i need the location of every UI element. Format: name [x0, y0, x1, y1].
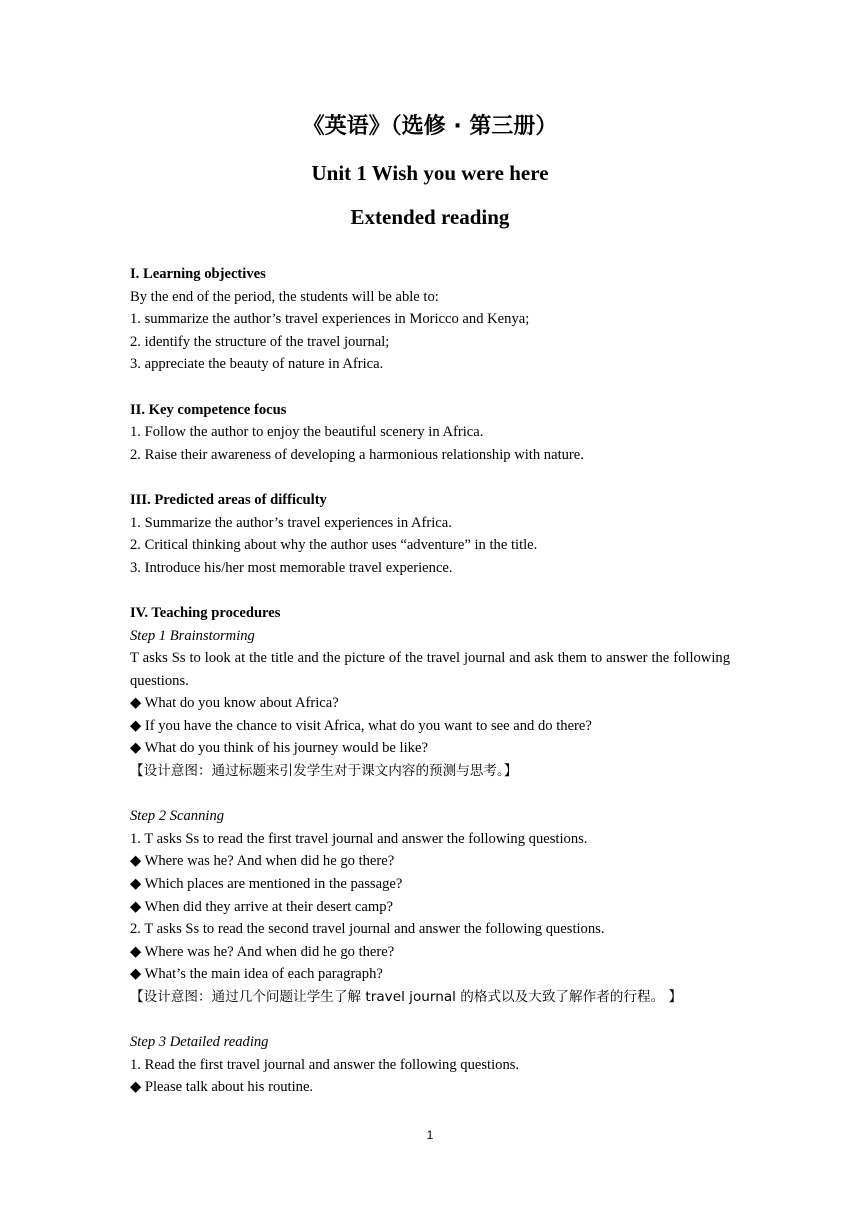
step2-task1: 1. T asks Ss to read the first travel journal and answer the following questions. [130, 830, 588, 847]
document-title-chinese: 《英语》（选修 · 第三册） [302, 114, 558, 139]
question-item: ◆ Which places are mentioned in the passage? [130, 876, 403, 893]
design-intent-note: 【设计意图：通过几个问题让学生了解 travel journal 的格式以及大致了解作者的行程。 】 [130, 989, 683, 1005]
step3-task1: 1. Read the first travel journal and answer the following questions. [130, 1056, 520, 1073]
question-item: ◆ Please talk about his routine. [130, 1079, 314, 1096]
question-item: ◆ Where was he? And when did he go there? [130, 853, 395, 870]
section-heading-teaching-procedures: IV. Teaching procedures [130, 604, 281, 621]
competence-item: 2. Raise their awareness of developing a harmonious relationship with nature. [130, 446, 584, 463]
section-heading-learning-objectives: I. Learning objectives [130, 266, 266, 282]
page-number: 1 [426, 1128, 434, 1142]
step2-task2: 2. T asks Ss to read the second travel journal and answer the following questions. [130, 921, 605, 938]
spacer [130, 466, 730, 489]
section-heading-difficulty: III. Predicted areas of difficulty [130, 491, 327, 508]
spacer [130, 376, 730, 399]
spacer [130, 783, 730, 806]
design-intent-note: 【设计意图：通过标题来引发学生对于课文内容的预测与思考。】 [130, 763, 518, 780]
document-body [130, 263, 730, 1099]
step1-title: Step 1 Brainstorming [130, 627, 255, 644]
difficulty-item: 3. Introduce his/her most memorable travel experience. [130, 559, 453, 576]
unit-title: Unit 1 Wish you were here [311, 161, 549, 185]
question-item: ◆ What do you think of his journey would be like? [130, 740, 428, 757]
difficulty-item: 2. Critical thinking about why the author uses “adventure” in the title. [130, 537, 538, 554]
objective-item: 2. identify the structure of the travel journal; [130, 333, 390, 350]
lesson-title: Extended reading [350, 205, 510, 229]
step1-instruction: T asks Ss to look at the title and the picture of the travel journal and ask them to answer the following questions. [130, 650, 730, 689]
question-item: ◆ What’s the main idea of each paragraph? [130, 966, 383, 983]
question-item: ◆ If you have the chance to visit Africa, what do you want to see and do there? [130, 717, 592, 734]
competence-item: 1. Follow the author to enjoy the beautiful scenery in Africa. [130, 424, 484, 441]
question-item: ◆ What do you know about Africa? [130, 695, 339, 712]
question-item: ◆ Where was he? And when did he go there? [130, 943, 395, 960]
difficulty-item: 1. Summarize the author’s travel experiences in Africa. [130, 514, 452, 531]
question-item: ◆ When did they arrive at their desert camp? [130, 898, 393, 915]
objective-item: 1. summarize the author’s travel experiences in Moricco and Kenya; [130, 311, 530, 328]
step3-title: Step 3 Detailed reading [130, 1034, 269, 1051]
step2-title: Step 2 Scanning [130, 808, 225, 825]
objective-item: 3. appreciate the beauty of nature in Africa. [130, 356, 384, 373]
objectives-intro: By the end of the period, the students will be able to: [130, 288, 439, 305]
spacer [130, 579, 730, 602]
spacer [130, 1009, 730, 1032]
section-heading-key-competence: II. Key competence focus [130, 401, 287, 418]
